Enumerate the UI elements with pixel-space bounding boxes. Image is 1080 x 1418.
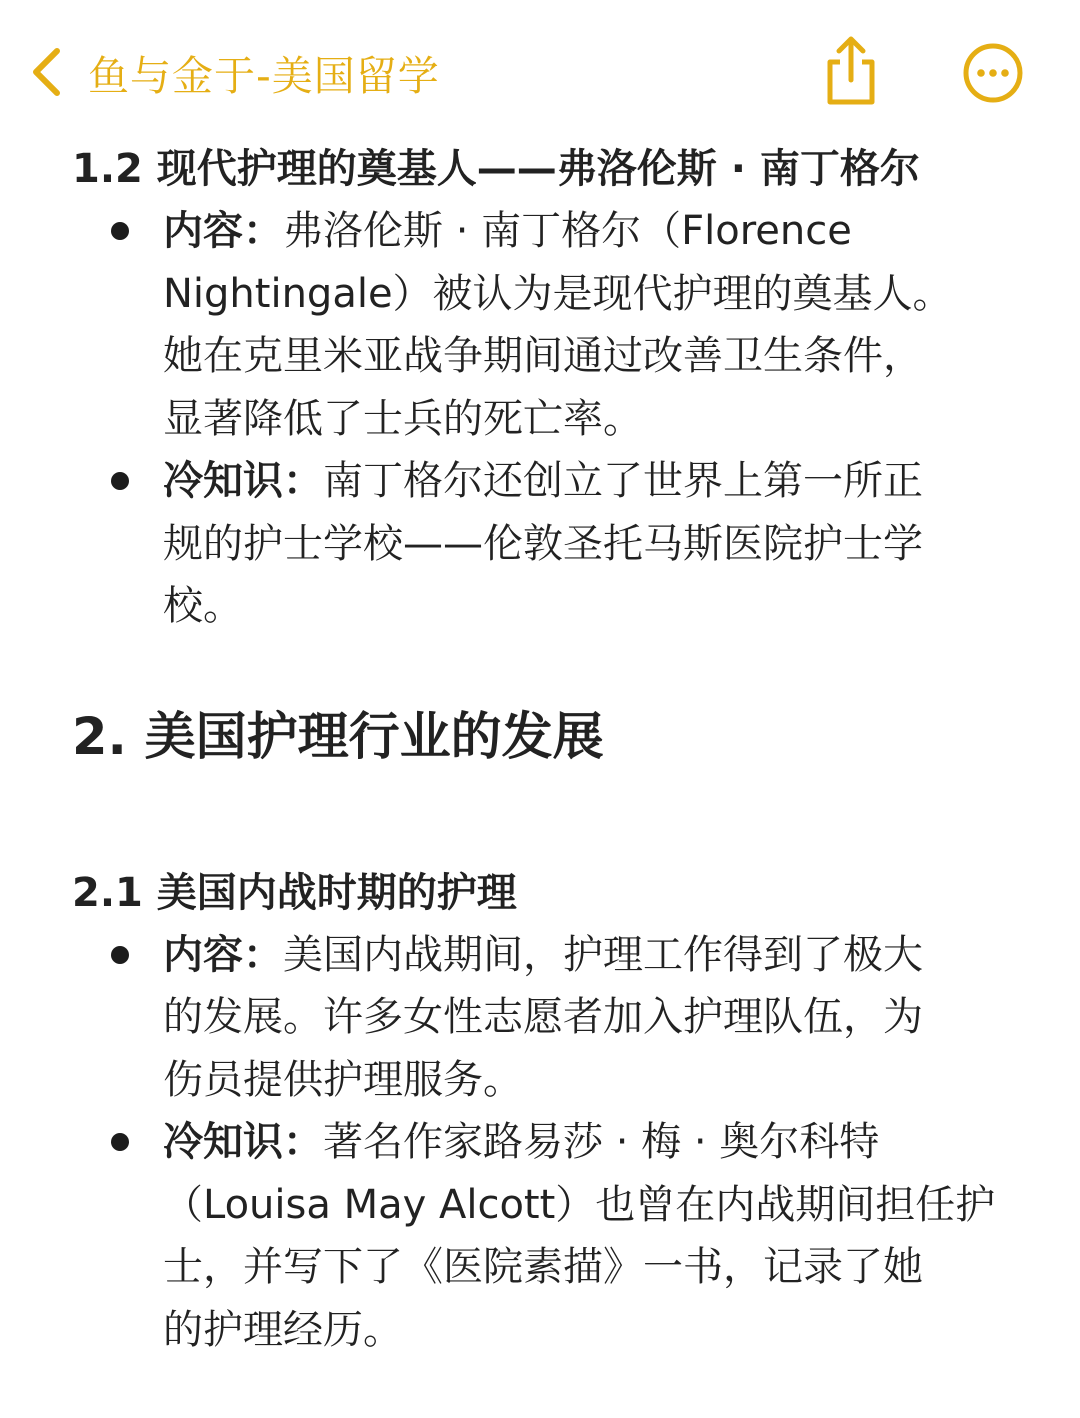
list-item — [72, 450, 1032, 638]
more-icon — [962, 42, 1024, 104]
list-item — [72, 1111, 1032, 1361]
text-line: 的护理经历。 — [163, 1306, 403, 1353]
text-line: 著名作家路易莎 · 梅 · 奥尔科特 — [323, 1119, 880, 1165]
navigation-bar — [0, 0, 1080, 140]
text-line: （Louisa May Alcott）也曾在内战期间担任护 — [163, 1181, 996, 1228]
text-line: 士，并写下了《医院素描》一书，记录了她 — [163, 1244, 923, 1290]
share-button[interactable] — [818, 34, 884, 106]
text-line: 南丁格尔还创立了世界上第一所正 — [323, 458, 923, 504]
text-line: 显著降低了士兵的死亡率。 — [163, 395, 643, 442]
bullet-list — [72, 200, 1032, 638]
item-label: 冷知识： — [163, 1119, 323, 1165]
text-line: 她在克里米亚战争期间通过改善卫生条件， — [163, 333, 923, 379]
more-button[interactable] — [962, 42, 1024, 104]
back-button[interactable] — [28, 38, 440, 106]
item-label: 冷知识： — [163, 458, 323, 504]
text-line: 校。 — [163, 583, 243, 629]
bullet-icon — [111, 1133, 129, 1151]
text-line: 弗洛伦斯 · 南丁格尔（Florence — [283, 208, 852, 254]
text-line: 美国内战期间，护理工作得到了极大 — [283, 931, 923, 978]
text-line: 的发展。许多女性志愿者加入护理队伍，为 — [163, 994, 923, 1040]
list-item — [72, 924, 1032, 1112]
bullet-list — [72, 924, 1032, 1362]
section-heading-1-2: 1.2 现代护理的奠基人——弗洛伦斯 · 南丁格尔 — [72, 146, 920, 192]
item-label: 内容： — [163, 931, 283, 978]
list-item — [72, 200, 1032, 450]
note-body — [72, 138, 1032, 1361]
section-heading-2-1: 2.1 美国内战时期的护理 — [72, 869, 517, 916]
text-line: 伤员提供护理服务。 — [163, 1056, 523, 1103]
chevron-left-icon — [28, 46, 64, 98]
bullet-icon — [111, 222, 129, 240]
text-line: 规的护士学校——伦敦圣托马斯医院护士学 — [163, 520, 923, 567]
bullet-icon — [111, 946, 129, 964]
bullet-icon — [111, 472, 129, 490]
share-icon — [818, 34, 884, 106]
section-heading-2: 2. 美国护理行业的发展 — [72, 707, 604, 767]
text-line: Nightingale）被认为是现代护理的奠基人。 — [163, 270, 953, 317]
item-label: 内容： — [163, 208, 283, 254]
nav-title: 鱼与金于-美国留学 — [88, 51, 440, 100]
